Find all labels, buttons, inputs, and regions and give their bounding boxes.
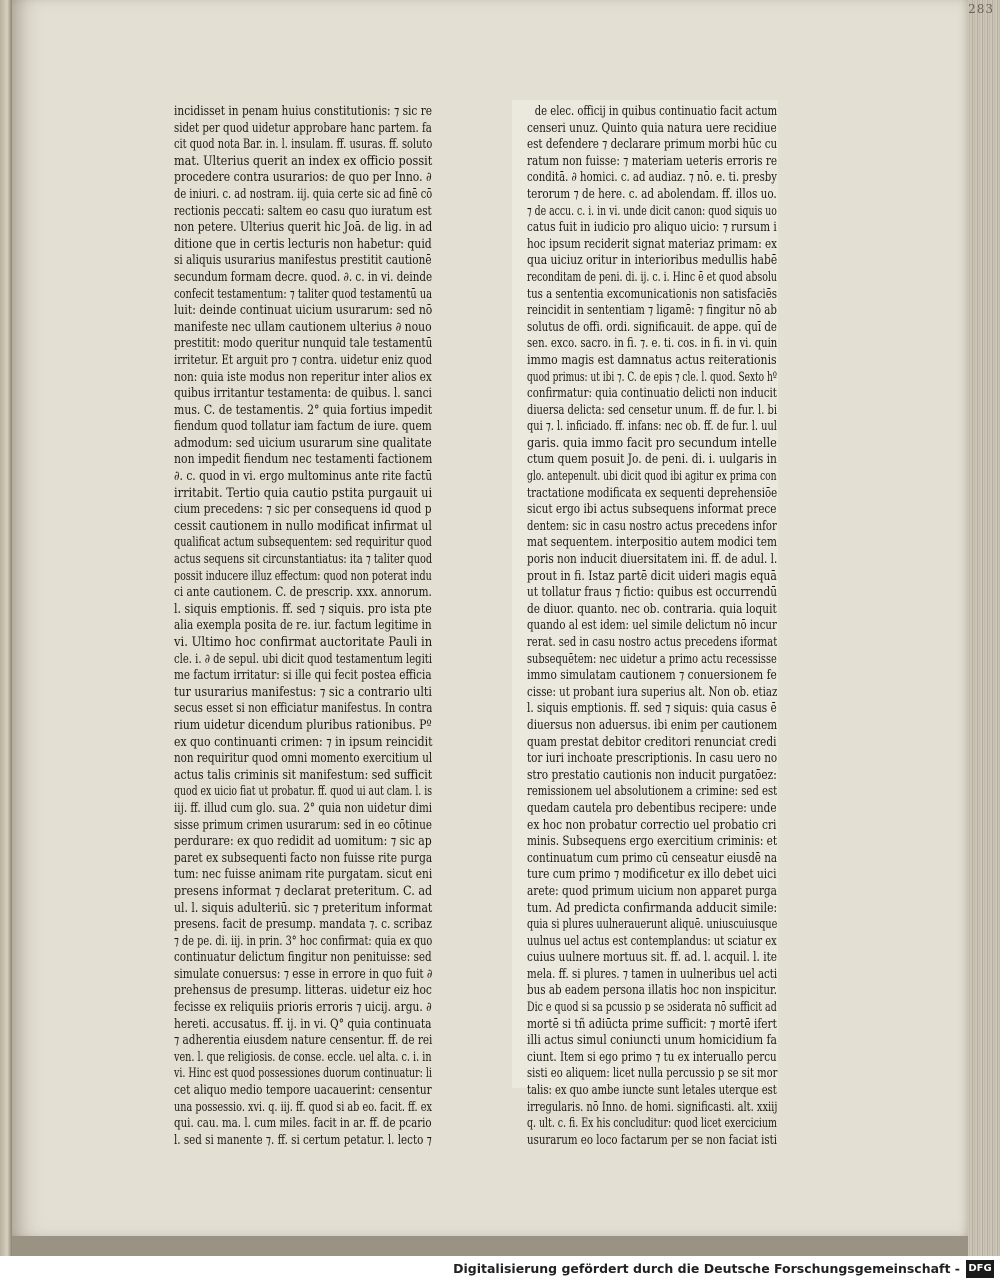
text-line: manifeste nec ullam cautionem ulterius ∂ nouo (174, 319, 432, 335)
text-line: incidisset in penam huius constitutionis: ⁊ sic re (174, 104, 433, 119)
text-line: quam prestat debitor creditori renunciat credi (527, 734, 777, 750)
text-line: tum: nec fuisse animam rite purgatam. sicut eni (174, 867, 433, 883)
text-line: ratum non fuisse: ⁊ materiam ueteris erroris re (527, 153, 778, 169)
text-line: cisse: ut probant iura superius alt. Non ob. etiaz (527, 684, 778, 700)
text-line: tractatione modificata ex sequenti deprehensiōe (527, 485, 778, 501)
text-line: tor iuri inchoate prescriptionis. In casu uero no (527, 751, 778, 767)
folio-number: 283 (968, 2, 994, 16)
text-line: non impedit fiendum nec testamenti factionem (174, 452, 433, 468)
text-line: secundum formam decre. quod. ∂. c. in vi. deinde (174, 269, 433, 285)
text-line: ex quo continuanti crimen: ⁊ in ipsum reincidit (174, 734, 433, 750)
text-line: cium precedens: ⁊ sic per consequens id quod p (174, 502, 432, 518)
text-line: una possessio. xvi. q. iij. ff. quod si ab eo. facit. ff. ex (174, 1099, 432, 1115)
text-line: glo. antepenult. ubi dicit quod ibi agitur ex prima con (527, 469, 777, 485)
text-line: confecit testamentum: ⁊ taliter quod testamentū ua (174, 286, 433, 302)
text-line: me factum irritatur: si ille qui fecit postea efficia (174, 668, 432, 684)
text-line: tum. Ad predicta confirmanda adducit simile: (527, 900, 778, 916)
dfg-logo: DFG (966, 1260, 994, 1278)
page-edges (968, 0, 1000, 1256)
text-line: ex hoc non probatur correctio uel probatio cri (527, 817, 777, 833)
text-line: possit inducere illuz effectum: quod non poterat indu (174, 568, 432, 584)
text-line: ∂. c. quod in vi. ergo multominus ante rite factū (174, 469, 433, 485)
text-line: confirmatur: quia continuatio delicti non inducit (527, 386, 777, 402)
text-line: reconditam de peni. di. ij. c. i. Hinc ē et quod absolu (527, 269, 777, 285)
text-line: poris non inducit diuersitatem ini. ff. de adul. l. (527, 552, 778, 568)
text-line: cet aliquo medio tempore uacauerint: censentur (174, 1083, 432, 1099)
text-line: continuatur delictum fingitur non penituisse: sed (174, 950, 432, 966)
text-line: fecisse ex reliquiis prioris erroris ⁊ uicij. argu. ∂ (174, 1000, 432, 1016)
text-line: secus esset si non efficiatur manifestus. In contra (174, 701, 433, 717)
text-line: arete: quod primum uicium non apparet purga (527, 883, 777, 899)
text-line: non: quia iste modus non reperitur inter alios ex (174, 369, 432, 385)
text-line: terorum ⁊ de here. c. ad abolendam. ff. illos uo. (527, 186, 777, 202)
text-line: ditione que in certis lecturis non habetur: quid (174, 236, 432, 252)
text-line: sidet per quod uidetur approbare hanc partem. fa (174, 120, 432, 136)
text-line: actus talis criminis sit manifestum: sed sufficit (174, 767, 433, 783)
text-line: ci ante cautionem. C. de prescrip. xxx. annorum. (174, 585, 432, 601)
text-line: rium uidetur dicendum pluribus rationibus. Pº (174, 717, 432, 733)
text-line: rectionis peccati: saltem eo casu quo iuratum est (174, 203, 432, 219)
text-line: luit: deinde continuat uicium usurarum: sed nō (174, 303, 433, 319)
text-line: quando al est idem: uel simile delictum nō incur (527, 618, 777, 634)
text-line: qui. cau. ma. l. cum miles. facit in ar. ff. de pcario (174, 1116, 432, 1132)
text-line: continuatum cum primo cū censeatur eiusdē na (527, 850, 778, 866)
text-line: qua uiciuz oritur in interioribus medullis habē (527, 253, 778, 269)
digitization-footer (0, 1256, 1000, 1283)
text-line: simulate conuersus: ⁊ esse in errore in quo fuit ∂ (174, 966, 433, 982)
text-line: ⁊ de accu. c. i. in vi. unde dicit canon: quod siquis uo (527, 203, 777, 219)
text-line: ciunt. Item si ego primo ⁊ tu ex interuallo percu (527, 1049, 777, 1065)
text-line: sen. exco. sacro. in fi. ⁊. e. ti. cos. in fi. in vi. quin (527, 336, 778, 352)
text-line: immo simulatam cautionem ⁊ conuersionem fe (527, 668, 777, 684)
text-line: de elec. officij in quibus continuatio facit actum (534, 104, 778, 119)
text-line: mat. Ulterius querit an index ex officio possit (174, 153, 433, 169)
text-line: irritetur. Et arguit pro ⁊ contra. uidetur eniz quod (174, 352, 433, 368)
text-line: perdurare: ex quo redidit ad uomitum: ⁊ sic ap (174, 834, 432, 850)
text-line: quia si plures uulnerauerunt aliquē. uniuscuiusque (527, 917, 778, 933)
text-line: ut tollatur fraus ⁊ fictio: quibus est occurrendū (527, 585, 778, 601)
text-line: qualificat actum subsequentem: sed requiritur quod (174, 535, 432, 551)
text-line: vi. Ultimo hoc confirmat auctoritate Pauli in (174, 635, 433, 650)
text-line: est defendere ⁊ declarare primum morbi hūc cu (527, 137, 778, 153)
text-line: cessit cautionem in nullo modificat infirmat ul (174, 518, 432, 534)
text-line: si aliquis usurarius manifestus prestitit cautionē (174, 253, 432, 269)
text-line: non petere. Ulterius querit hic Joā. de lig. in ad (174, 220, 433, 236)
right-text-column (521, 104, 785, 1155)
text-line: l. siquis emptionis. ff. sed ⁊ siquis. pro ista pte (174, 601, 432, 617)
text-line: admodum: sed uicium usurarum sine qualitate (174, 435, 432, 451)
text-line: quod ex uicio fiat ut probatur. ff. quod ui aut clam. l. is (174, 784, 433, 800)
text-line: irritabit. Tertio quia cautio pstita purgauit ui (174, 485, 433, 501)
text-line: minis. Subsequens ergo exercitium criminis: et (527, 834, 778, 850)
text-line: mat sequentem. interpositio autem modici tem (527, 535, 777, 551)
text-line: sisti eo aliquem: licet nulla percussio p se sit mor (527, 1066, 778, 1082)
text-line: reincidit in sententiam ⁊ ligamē: ⁊ fingitur nō ab (527, 303, 777, 319)
text-line: presens. facit de presump. mandata ⁊. c. scribaz (174, 917, 432, 933)
text-line: illi actus simul coniuncti unum homicidium fa (527, 1033, 777, 1049)
text-line: usurarum eo loco factarum per se non faciat isti (527, 1132, 777, 1148)
text-line: actus sequens sit circunstantiatus: ita ⁊ taliter quod (174, 552, 433, 568)
text-line: alia exempla posita de re. iur. factum legitime in (174, 618, 432, 634)
text-line: stro prestatio cautionis non inducit purgatōez: (527, 767, 777, 783)
text-line: tur usurarius manifestus: ⁊ sic a contrario ulti (174, 684, 432, 700)
text-line: iij. ff. illud cum glo. sua. 2° quia non uidetur dimi (174, 800, 433, 816)
text-line: q. ult. c. fi. Ex his concluditur: quod licet exercicium (527, 1116, 777, 1132)
text-line: hereti. accusatus. ff. ij. in vi. Q° quia continuata (174, 1016, 432, 1032)
text-line: diuersus non aduersus. ibi enim per cautionem (527, 717, 778, 733)
text-line: tus a sententia excomunicationis non satisfaciēs (527, 286, 777, 302)
page-surface (12, 0, 968, 1236)
text-line: fiendum quod tollatur iam factum de iure. quem (174, 419, 432, 435)
text-line: non requiritur quod omni momento exercitium ul (174, 751, 433, 767)
text-line: quedam cautela pro debentibus recipere: unde (527, 800, 777, 816)
text-line: bus ab eadem persona illatis hoc non inspicitur. (527, 983, 778, 999)
text-line: cit quod nota Bar. in. l. insulam. ff. usuras. ff. soluto (174, 137, 433, 153)
text-line: immo magis est damnatus actus reiterationis (527, 352, 777, 368)
text-line: paret ex subsequenti facto non fuisse rite purga (174, 850, 433, 866)
funding-credit: Digitalisierung gefördert durch die Deutsche Forschungsgemeinschaft - (453, 1261, 960, 1276)
text-line: mortē si tñ adiūcta prime sufficit: ⁊ mortē ifert (527, 1016, 777, 1032)
text-line: ctum quem posuit Jo. de peni. di. i. uulgaris in (527, 452, 777, 468)
text-line: censeri unuz. Quinto quia natura uere recidiue (527, 120, 777, 136)
text-line: mus. C. de testamentis. 2° quia fortius impedit (174, 402, 433, 418)
text-line: quibus irritantur testamenta: de quibus. l. sanci (174, 386, 432, 402)
text-line: mela. ff. si plures. ⁊ tamen in uulneribus uel acti (527, 966, 778, 982)
left-text-column (174, 104, 432, 1149)
text-line: presens informat ⁊ declarat preteritum. C. ad (174, 883, 433, 899)
text-line: diuersa delicta: sed censetur unum. ff. de fur. l. bi (527, 402, 777, 418)
text-line: cle. i. ∂ de sepul. ubi dicit quod testamentum legiti (174, 651, 433, 667)
text-line: ven. l. que religiosis. de conse. eccle. uel alta. c. i. in (174, 1049, 432, 1065)
text-line: vi. Hinc est quod possessiones duorum continuatur: li (174, 1066, 432, 1082)
text-line: ture cum primo ⁊ modificetur ex illo debet uici (527, 867, 777, 883)
text-line: conditā. ∂ homici. c. ad audiaz. ⁊ nō. e. ti. presby (527, 170, 777, 186)
text-line: l. sed si manente ⁊. ff. si certum petatur. l. lecto ⁊ (174, 1132, 432, 1148)
text-line: solutus de offi. ordi. significauit. de appe. quī de (527, 319, 777, 335)
text-line: prehensus de presump. litteras. uidetur eiz hoc (174, 983, 432, 999)
text-line: qui ⁊. l. inficiado. ff. infans: nec ob. ff. de fur. l. uul (527, 419, 777, 435)
text-line: l. siquis emptionis. ff. sed ⁊ siquis: quia casus ē (527, 701, 777, 717)
text-line: dentem: sic in casu nostro actus precedens infor (527, 518, 777, 534)
text-line: garis. quia immo facit pro secundum intelle (527, 435, 777, 451)
text-line: prout in fi. Istaz partē dicit uideri magis equā (527, 568, 777, 584)
text-line: ⁊ de pe. di. iij. in prin. 3° hoc confirmat: quia ex quo (174, 933, 433, 949)
text-line: Dic e quod si sa pcussio p se ɔsiderata nō sufficit ad (527, 1000, 777, 1016)
text-line: rerat. sed in casu nostro actus precedens iformat (527, 635, 778, 650)
text-line: quod primus: ut ibi ⁊. C. de epis ⁊ cle. l. quod. Sexto hº (527, 369, 778, 385)
text-line: procedere contra usurarios: de quo per Inno. ∂ (174, 170, 432, 186)
text-line: sicut ergo ibi actus subsequens informat prece (527, 502, 777, 518)
text-line: ⁊ adherentia eiusdem nature censentur. ff. de rei (174, 1033, 433, 1049)
text-line: cuius uulnere mortuus sit. ff. ad. l. acquil. l. ite (527, 950, 778, 966)
text-line: prestitit: modo queritur nunquid tale testamentū (174, 336, 433, 352)
text-line: talis: ex quo ambe iuncte sunt letales uterque est (527, 1083, 777, 1099)
text-line: sisse primum crimen usurarum: sed in eo cōtinue (174, 817, 432, 833)
text-line: ul. l. siquis adulteriū. sic ⁊ preteritum informat (174, 900, 433, 916)
text-line: subsequētem: nec uidetur a primo actu recessisse (527, 651, 777, 667)
text-line: uulnus uel actus est contemplandus: ut sciatur ex (527, 933, 777, 949)
text-line: remissionem uel absolutionem a crimine: sed est (527, 784, 778, 800)
text-line: de diuor. quanto. nec ob. contraria. quia loquit (527, 601, 777, 617)
text-line: hoc ipsum reciderit signat materiaz primam: ex (527, 236, 777, 252)
text-line: de iniuri. c. ad nostram. iij. quia certe sic ad finē cō (174, 186, 433, 202)
text-line: catus fuit in iudicio pro aliquo uicio: ⁊ rursum i (527, 220, 777, 236)
facing-page-edge (0, 0, 12, 1256)
text-line: irregularis. nō Inno. de homi. significasti. alt. xxiij (527, 1099, 778, 1115)
